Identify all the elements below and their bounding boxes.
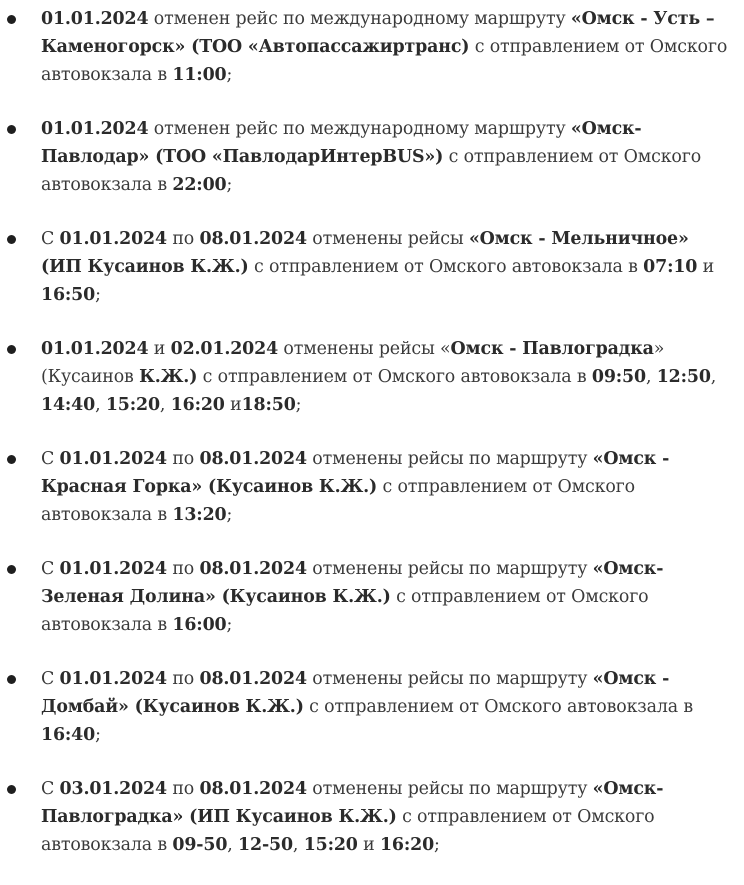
text-segment: С: [41, 229, 60, 249]
bold-text-segment: «Омск-Павлоградка» (ИП Кусаинов К.Ж.): [41, 779, 664, 827]
bold-text-segment: 01.01.2024: [41, 339, 149, 359]
bold-text-segment: 09-50: [172, 835, 228, 855]
text-segment: с отправлением от Омского автовокзала в: [41, 37, 728, 85]
bold-text-segment: К.Ж.): [139, 367, 198, 387]
text-segment: по: [166, 669, 200, 689]
bullet-icon: [7, 675, 16, 684]
text-segment: по: [166, 779, 200, 799]
text-segment: ,: [292, 835, 304, 855]
text-segment: с отправлением от Омского автовокзала в: [41, 147, 702, 195]
bold-text-segment: «Омск-Зеленая Долина» (Кусаинов К.Ж.): [41, 559, 664, 607]
cancelled-routes-list: [0, 5, 744, 885]
bold-text-segment: 13:20: [172, 505, 227, 525]
text-segment: ,: [710, 367, 717, 387]
text-segment: отменены рейсы по маршруту: [306, 779, 593, 799]
text-segment: ,: [95, 395, 106, 415]
bold-text-segment: 09:50: [591, 367, 646, 387]
text-segment: отменены рейсы по маршруту: [306, 449, 593, 469]
text-segment: ;: [226, 65, 233, 85]
text-segment: отменен рейс по международному маршруту: [148, 9, 571, 29]
bullet-icon: [7, 455, 16, 464]
text-segment: С: [41, 449, 60, 469]
bold-text-segment: 01.01.2024: [59, 669, 167, 689]
bold-text-segment: «Омск - Мельничное» (ИП Кусаинов К.Ж.): [41, 229, 689, 277]
text-segment: ;: [226, 615, 233, 635]
bullet-icon: [7, 15, 16, 24]
text-segment: отменены рейсы: [306, 229, 469, 249]
list-item: [0, 665, 744, 749]
text-segment: с отправлением от Омского автовокзала в: [41, 587, 649, 635]
text-segment: ,: [227, 835, 239, 855]
text-segment: с отправлением от Омского автовокзала в: [41, 807, 655, 855]
bold-text-segment: 22:00: [172, 175, 227, 195]
text-segment: с отправлением от Омского автовокзала в: [41, 477, 635, 525]
list-item-text: [41, 119, 701, 195]
text-segment: с отправлением от Омского автовокзала в: [197, 367, 592, 387]
list-item-text: [41, 669, 693, 745]
text-segment: по: [166, 229, 200, 249]
text-segment: ,: [159, 395, 171, 415]
bold-text-segment: 16:50: [41, 285, 96, 305]
list-item: [0, 445, 744, 529]
bold-text-segment: 01.01.2024: [41, 9, 149, 29]
list-item: [0, 115, 744, 199]
text-segment: и: [357, 835, 380, 855]
text-segment: и: [148, 339, 171, 359]
text-segment: ;: [295, 395, 302, 415]
bold-text-segment: 02.01.2024: [170, 339, 279, 359]
text-segment: по: [166, 449, 200, 469]
list-item-text: [41, 559, 663, 635]
bold-text-segment: 08.01.2024: [199, 559, 307, 579]
bold-text-segment: «Омск - Домбай» (Кусаинов К.Ж.): [41, 669, 670, 717]
list-item: [0, 5, 744, 89]
list-item-text: [41, 779, 663, 855]
bold-text-segment: 18:50: [241, 395, 296, 415]
bold-text-segment: 16:20: [170, 395, 225, 415]
list-item-text: [41, 9, 727, 85]
list-item: [0, 225, 744, 309]
bold-text-segment: 01.01.2024: [41, 119, 149, 139]
bold-text-segment: 01.01.2024: [59, 229, 167, 249]
text-segment: с отправлением от Омского автовокзала в: [303, 697, 693, 717]
list-item-text: [41, 449, 669, 525]
text-segment: отменены рейсы «: [278, 339, 451, 359]
bullet-icon: [7, 235, 16, 244]
bold-text-segment: «Омск-Павлодар» (ТОО «ПавлодарИнтерBUS»): [41, 119, 642, 167]
list-item: [0, 335, 744, 419]
bold-text-segment: 16:00: [172, 615, 227, 635]
text-segment: и: [697, 257, 715, 277]
text-segment: отменены рейсы по маршруту: [306, 669, 593, 689]
bold-text-segment: 08.01.2024: [199, 669, 307, 689]
bullet-icon: [7, 345, 16, 354]
bullet-icon: [7, 125, 16, 134]
text-segment: отменен рейс по международному маршруту: [148, 119, 571, 139]
bold-text-segment: «Омск - Красная Горка» (Кусаинов К.Ж.): [41, 449, 670, 497]
text-segment: С: [41, 779, 60, 799]
list-item: [0, 775, 744, 859]
text-segment: С: [41, 669, 60, 689]
list-item-text: [41, 229, 714, 305]
text-segment: ;: [95, 285, 101, 305]
text-segment: » (Кусаинов: [41, 339, 665, 387]
bold-text-segment: 07:10: [643, 257, 698, 277]
bullet-icon: [7, 565, 16, 574]
text-segment: по: [166, 559, 200, 579]
text-segment: ;: [226, 505, 233, 525]
list-item-text: [41, 339, 716, 415]
bold-text-segment: 01.01.2024: [59, 449, 167, 469]
bold-text-segment: 01.01.2024: [59, 559, 167, 579]
text-segment: ;: [434, 835, 440, 855]
bold-text-segment: 14:40: [41, 395, 96, 415]
bold-text-segment: Омск - Павлоградка: [450, 339, 654, 359]
text-segment: с отправлением от Омского автовокзала в: [248, 257, 644, 277]
bold-text-segment: 16:20: [379, 835, 435, 855]
text-segment: отменены рейсы по маршруту: [306, 559, 593, 579]
text-segment: ;: [226, 175, 233, 195]
text-segment: и: [224, 395, 242, 415]
bold-text-segment: 15:20: [105, 395, 160, 415]
bold-text-segment: «Омск - Усть – Каменогорск» (ТОО «Автопассажиртранс): [41, 9, 715, 57]
bold-text-segment: 15:20: [303, 835, 358, 855]
bold-text-segment: 12:50: [656, 367, 711, 387]
bold-text-segment: 11:00: [172, 65, 227, 85]
bold-text-segment: 08.01.2024: [199, 229, 307, 249]
bold-text-segment: 03.01.2024: [59, 779, 167, 799]
text-segment: С: [41, 559, 60, 579]
bold-text-segment: 08.01.2024: [199, 779, 307, 799]
text-segment: ,: [645, 367, 657, 387]
bold-text-segment: 08.01.2024: [199, 449, 307, 469]
list-item: [0, 555, 744, 639]
bold-text-segment: 16:40: [41, 725, 96, 745]
bold-text-segment: 12-50: [238, 835, 293, 855]
bullet-icon: [7, 785, 16, 794]
text-segment: ;: [95, 725, 101, 745]
